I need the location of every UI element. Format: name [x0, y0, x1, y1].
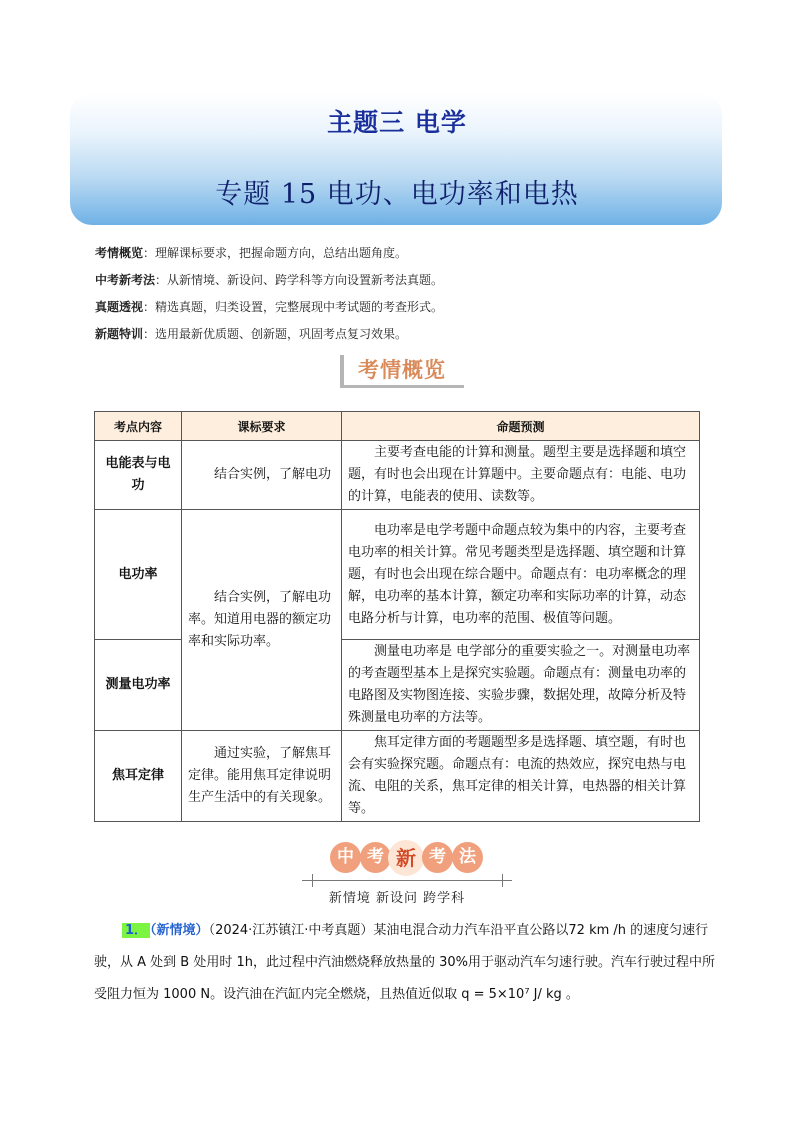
- cell-requirement: 通过实验，了解焦耳定律。能用焦耳定律说明生产生活中的有关现象。: [182, 731, 342, 822]
- badge-char: 法: [452, 842, 483, 873]
- cell-point: 测量电功率: [95, 640, 182, 731]
- intro-text: ：选用最新优质题、创新题，巩固考点复习效果。: [143, 327, 408, 341]
- new-method-subtitle: 新情境 新设问 跨学科: [328, 891, 466, 906]
- intro-label: 中考新考法: [95, 273, 156, 287]
- badge-char: 考: [422, 842, 453, 873]
- badge-underline: [302, 880, 512, 881]
- cell-prediction: 焦耳定律方面的考题题型多是选择题、填空题，有时也会有实验探究题。命题点有：电流的热效应，探究电热与电流、电阻的关系，焦耳定律的相关计算，电热器的相关计算等。: [342, 731, 700, 822]
- question-number: 1．: [122, 923, 150, 938]
- cell-requirement: 结合实例，了解电功率。知道用电器的额定功率和实际功率。: [182, 510, 342, 731]
- cell-prediction: 电功率是电学考题中命题点较为集中的内容，主要考查电功率的相关计算。常见考题类型是选择题、填空题和计算题，有时也会出现在综合题中。命题点有：电功率概念的理解，电功率的基本计算，额定功率和实际功率的计算，动态电路分析与计算，电功率的范围、极值等问题。: [342, 510, 700, 640]
- question-tag: （新情境）: [150, 923, 209, 938]
- theme-title: 主题三 电学: [327, 108, 467, 137]
- intro-list: [95, 240, 735, 348]
- intro-text: ：理解课标要求，把握命题方向，总结出题角度。: [143, 246, 408, 260]
- intro-line: [95, 321, 735, 348]
- section-heading-text: 考情概览: [358, 358, 446, 382]
- badge-tick: [312, 874, 313, 887]
- table-row: [95, 510, 700, 640]
- cell-point: 电功率: [95, 510, 182, 640]
- question-1: [94, 915, 724, 1011]
- cell-point: 焦耳定律: [95, 731, 182, 822]
- topic-title: 专题 15 电功、电功率和电热: [215, 179, 579, 210]
- intro-label: 新题特训: [95, 327, 144, 341]
- badge-tick: [502, 874, 503, 887]
- intro-line: [95, 294, 735, 321]
- cell-requirement: 结合实例，了解电功: [182, 441, 342, 510]
- heading-underline: [340, 385, 464, 388]
- header-prediction: 命题预测: [342, 412, 700, 441]
- intro-label: 考情概览: [95, 246, 144, 260]
- intro-line: [95, 267, 735, 294]
- header-point: 考点内容: [95, 412, 182, 441]
- intro-label: 真题透视: [95, 300, 144, 314]
- exam-overview-table: [94, 411, 700, 822]
- table-header-row: [95, 412, 700, 441]
- table-row: [95, 731, 700, 822]
- new-method-badge: [330, 842, 480, 876]
- header-requirement: 课标要求: [182, 412, 342, 441]
- intro-line: [95, 240, 735, 267]
- cell-prediction: 主要考查电能的计算和测量。题型主要是选择题和填空题，有时也会出现在计算题中。主要命题点有：电能、电功的计算，电能表的使用、读数等。: [342, 441, 700, 510]
- badge-char: 中: [330, 842, 361, 873]
- question-text: （2024·江苏镇江·中考真题）某油电混合动力汽车沿平直公路以72 km /h 的速度匀速行驶，从 A 处到 B 处用时 1h，此过程中汽油燃烧释放热量的 30%用于驱动汽车匀速行驶。汽车行驶过程中所受阻力恒为 1000 N。设汽油在汽缸内完全燃烧，且热值近似取 q = 5×10⁷ J/ kg 。: [94, 923, 716, 1002]
- intro-text: ：精选真题，归类设置，完整展现中考试题的考查形式。: [143, 300, 444, 314]
- badge-char: 考: [360, 842, 391, 873]
- badge-char: 新: [388, 840, 424, 876]
- table-row: [95, 441, 700, 510]
- cell-prediction: 测量电功率是 电学部分的重要实验之一。对测量电功率的考查题型基本上是探究实验题。命题点有：测量电功率的电路图及实物图连接、实验步骤，数据处理，故障分析及特殊测量电功率的方法等。: [342, 640, 700, 731]
- section-heading: [340, 355, 464, 387]
- cell-point: 电能表与电功: [95, 441, 182, 510]
- intro-text: ：从新情境、新设问、跨学科等方向设置新考法真题。: [155, 273, 444, 287]
